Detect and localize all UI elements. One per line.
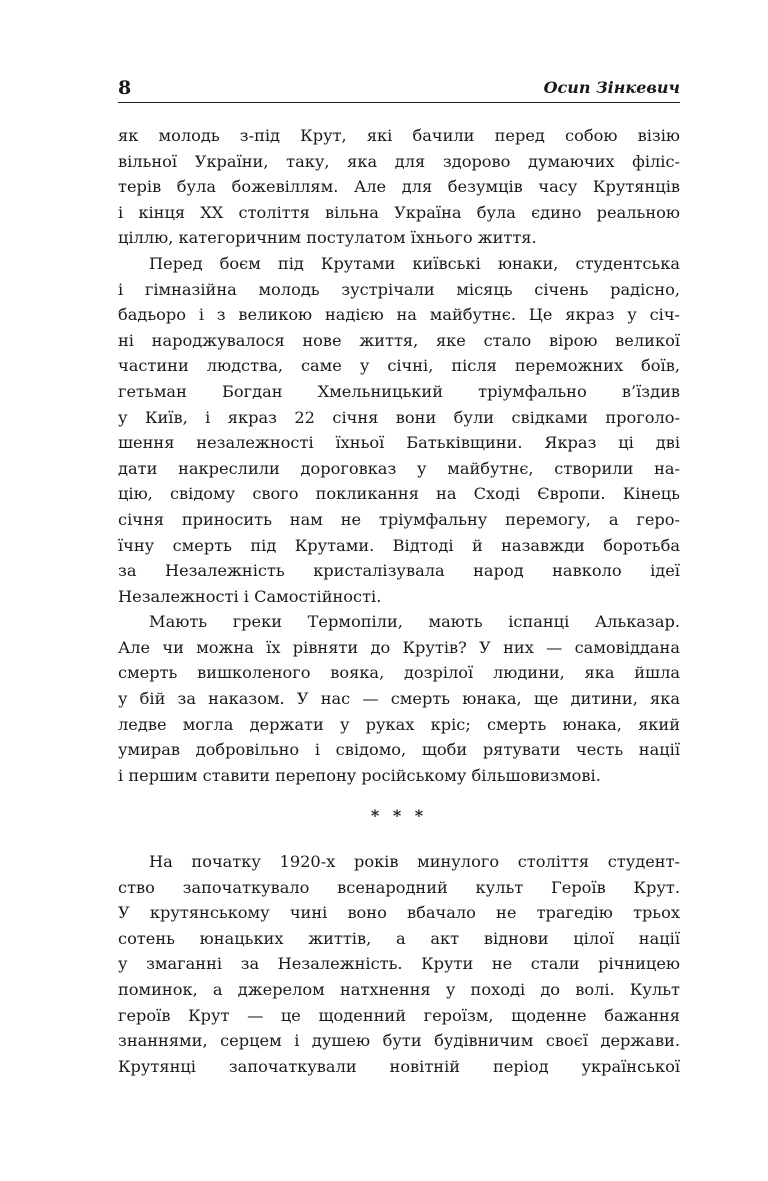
text-line: ство започаткувало всенародний культ Героїв Крут. [118, 877, 680, 897]
text-line: Незалежності і Самостійності. [118, 586, 382, 606]
text-line: терів була божевіллям. Але для безумців часу Крутянців [118, 177, 680, 197]
text-line: у бій за наказом. У нас — смерть юнака, ще дитини, яка [118, 689, 680, 709]
text-line: ціллю, категоричним постулатом їхнього життя. [118, 228, 537, 248]
text-line: дати накреслили дороговказ у майбутнє, створили на- [118, 458, 680, 478]
paragraph [118, 609, 680, 788]
paragraph [118, 123, 680, 251]
page-body [118, 123, 680, 1079]
text-line: у змаганні за Незалежність. Крути не стали річницею [118, 954, 680, 974]
paragraph [118, 849, 680, 1079]
text-line: знаннями, серцем і душею бути будівничим своєї держави. [118, 1031, 680, 1051]
book-page [118, 68, 680, 1079]
text-line: На початку 1920-х років минулого століття студент- [149, 852, 680, 872]
text-line: смерть вишколеного вояка, дозрілої людини, яка йшла [118, 663, 680, 683]
text-line: Крутянці започаткували новітній період української [118, 1056, 680, 1076]
text-line: сотень юнацьких життів, а акт віднови цілої нації [118, 928, 680, 948]
text-line: цію, свідому свого покликання на Сході Європи. Кінець [118, 484, 680, 504]
text-line: і першим ставити перепону російському більшовизмові. [118, 765, 601, 785]
page-number: 8 [118, 77, 132, 99]
text-line: Але чи можна їх рівняти до Крутів? У них — самовіддана [118, 637, 680, 657]
text-line: вільної України, таку, яка для здорово думаючих філіс- [118, 151, 680, 171]
text-line: умирав добровільно і свідомо, щоби рятувати честь нації [118, 740, 680, 760]
text-line: ні народжувалося нове життя, яке стало вірою великої [118, 330, 680, 350]
text-line: і гімназійна молодь зустрічали місяць січень радісно, [118, 279, 680, 299]
text-line: гетьман Богдан Хмельницький тріумфально в’їздив [118, 381, 680, 401]
text-line: у Київ, і якраз 22 січня вони були свідками проголо- [118, 407, 680, 427]
text-line: їчну смерть під Крутами. Відтоді й назавжди боротьба [118, 535, 680, 555]
paragraph [118, 251, 680, 609]
text-line: ледве могла держати у руках кріс; смерть юнака, який [118, 714, 680, 734]
page-header [118, 68, 680, 103]
text-line: і кінця XX століття вільна Україна була єдино реальною [118, 202, 680, 222]
text-line: за Незалежність кристалізувала народ навколо ідеї [118, 561, 680, 581]
text-line: як молодь з-під Крут, які бачили перед собою візію [118, 126, 680, 145]
section-separator: * * * [370, 806, 428, 826]
text-line: У крутянському чині воно вбачало не трагедію трьох [118, 903, 680, 923]
text-line: січня приносить нам не тріумфальну перемогу, а геро- [118, 509, 680, 529]
running-head-author: Осип Зінкевич [543, 78, 680, 97]
text-line: шення незалежності їхньої Батьківщини. Якраз ці дві [118, 433, 680, 453]
text-line: героїв Крут — це щоденний героїзм, щоденне бажання [118, 1005, 680, 1025]
text-line: поминок, а джерелом натхнення у поході до волі. Культ [118, 980, 680, 999]
text-line: Перед боєм під Крутами київські юнаки, студентська [149, 253, 680, 273]
text-line: бадьоро і з великою надією на майбутнє. Це якраз у січ- [118, 305, 680, 325]
text-line: Мають греки Термопіли, мають іспанці Альказар. [149, 612, 680, 632]
text-line: частини людства, саме у січні, після переможних боїв, [118, 356, 680, 376]
